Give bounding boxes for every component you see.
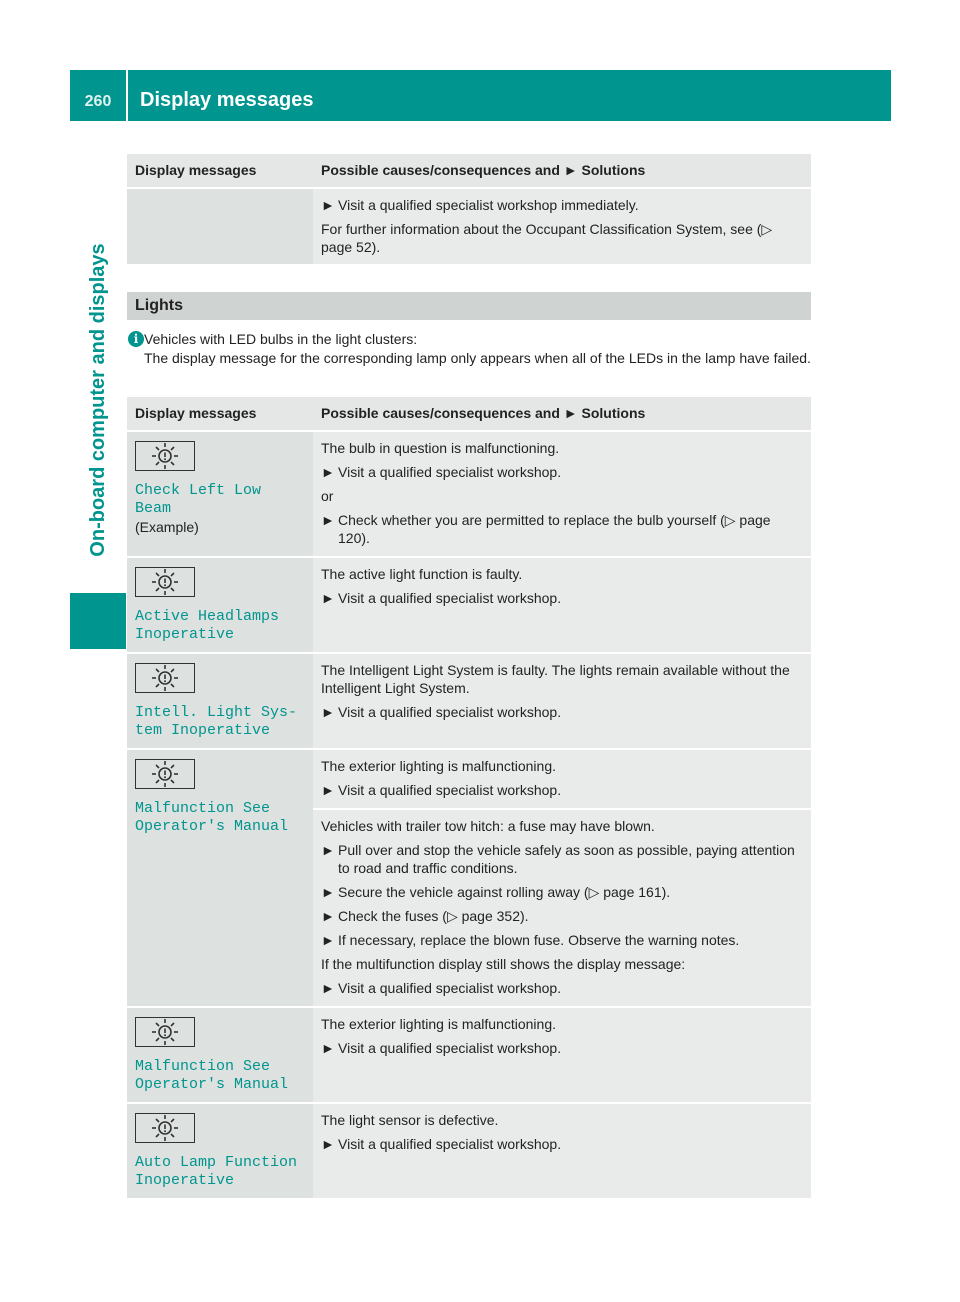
- display-message-text: Inoperative: [135, 1172, 235, 1189]
- table-header-row: [127, 154, 811, 187]
- table-row: [127, 750, 811, 808]
- message-cell: [127, 432, 313, 556]
- column-header-causes: Possible causes/consequences and ► Solutions: [313, 154, 811, 187]
- display-message-text: Operator's Manual: [135, 818, 289, 835]
- solution-cell: The exterior lighting is malfunctioning. ► Visit a qualified specialist workshop.: [313, 1008, 811, 1102]
- solution-cell: ► Visit a qualified specialist workshop immediately. For further information about the Occupant Classification System, see (▷ page 52).: [313, 189, 811, 264]
- solution-cell: The active light function is faulty. ► Visit a qualified specialist workshop.: [313, 558, 811, 652]
- page-title: Display messages: [140, 89, 314, 111]
- light-warning-icon: [135, 567, 195, 597]
- table-row: [127, 432, 811, 556]
- solution-cell: The exterior lighting is malfunctioning. ► Visit a qualified specialist workshop.: [313, 750, 811, 808]
- arrow-icon: ►: [321, 464, 335, 480]
- arrow-icon: ►: [321, 884, 335, 900]
- arrow-icon: ►: [321, 1136, 335, 1152]
- page-number: 260: [84, 93, 112, 110]
- lights-messages-table: [127, 395, 811, 1200]
- column-header-messages: Display messages: [127, 397, 313, 430]
- solution-cell: The bulb in question is malfunctioning. ► Visit a qualified specialist workshop. or ► Check whether you are permitted to replace the bulb yourself (▷ page 120).: [313, 432, 811, 556]
- message-cell: [127, 654, 313, 748]
- header-divider: [126, 70, 128, 121]
- chapter-title: On-board computer and displays: [87, 243, 109, 557]
- column-header-messages: Display messages: [127, 154, 313, 187]
- display-message-text: Inoperative: [135, 626, 235, 643]
- display-message-text: tem Inoperative: [135, 722, 271, 739]
- arrow-icon: ►: [321, 842, 335, 858]
- arrow-icon: ►: [321, 1040, 335, 1056]
- message-cell: [127, 1008, 313, 1102]
- display-message-text: Malfunction See: [135, 1058, 271, 1075]
- info-note: Vehicles with LED bulbs in the light clusters: The display message for the corresponding lamp only appears when all of the LEDs in the lamp have failed.: [144, 331, 811, 366]
- table-row: [127, 1104, 811, 1198]
- arrow-icon: ►: [321, 980, 335, 996]
- solution-cell: Vehicles with trailer tow hitch: a fuse may have blown. ► Pull over and stop the vehicle safely as soon as possible, paying attention to road and traffic conditions. ► Secure the vehicle against rolling away (▷ page 161). ► Check the fuses (▷ page 352). ► If necessary, replace the blown fuse. Observe the warning notes. If the multifunction display still shows the display message: ► Visit a qualified specialist workshop.: [313, 810, 811, 1006]
- display-message-text: Malfunction See: [135, 800, 271, 817]
- arrow-icon: ►: [321, 932, 335, 948]
- table-row: [127, 1008, 811, 1102]
- table-row: [127, 654, 811, 748]
- display-message-text: Check Left Low Beam: [135, 482, 262, 517]
- light-warning-icon: [135, 441, 195, 471]
- arrow-icon: ►: [321, 512, 335, 528]
- table-header-row: [127, 397, 811, 430]
- arrow-icon: ►: [321, 197, 335, 213]
- display-message-text: Active Headlamps: [135, 608, 280, 625]
- display-message-text: Intell. Light Sys‐: [135, 704, 298, 721]
- arrow-icon: ►: [563, 162, 578, 178]
- section-heading-lights: Lights: [127, 292, 811, 320]
- solution-cell: The light sensor is defective. ► Visit a qualified specialist workshop.: [313, 1104, 811, 1198]
- message-cell: [127, 750, 313, 1006]
- message-cell: [127, 189, 313, 264]
- light-warning-icon: [135, 759, 195, 789]
- light-warning-icon: [135, 1113, 195, 1143]
- chapter-tab-marker: [70, 593, 126, 649]
- arrow-icon: ►: [321, 704, 335, 720]
- arrow-icon: ►: [321, 590, 335, 606]
- light-warning-icon: [135, 663, 195, 693]
- light-warning-icon: [135, 1017, 195, 1047]
- table-row: [127, 558, 811, 652]
- arrow-icon: ►: [321, 782, 335, 798]
- arrow-icon: ►: [563, 405, 578, 421]
- info-icon: i: [128, 331, 144, 347]
- example-note: (Example): [135, 519, 199, 535]
- display-message-text: Operator's Manual: [135, 1076, 289, 1093]
- display-message-text: Auto Lamp Function: [135, 1154, 298, 1171]
- arrow-icon: ►: [321, 908, 335, 924]
- column-header-causes: Possible causes/consequences and ► Solutions: [313, 397, 811, 430]
- table-row: [127, 189, 811, 264]
- solution-cell: The Intelligent Light System is faulty. The lights remain available without the Intelligent Light System. ► Visit a qualified specialist workshop.: [313, 654, 811, 748]
- display-messages-table-continued: [127, 152, 811, 266]
- message-cell: [127, 558, 313, 652]
- message-cell: [127, 1104, 313, 1198]
